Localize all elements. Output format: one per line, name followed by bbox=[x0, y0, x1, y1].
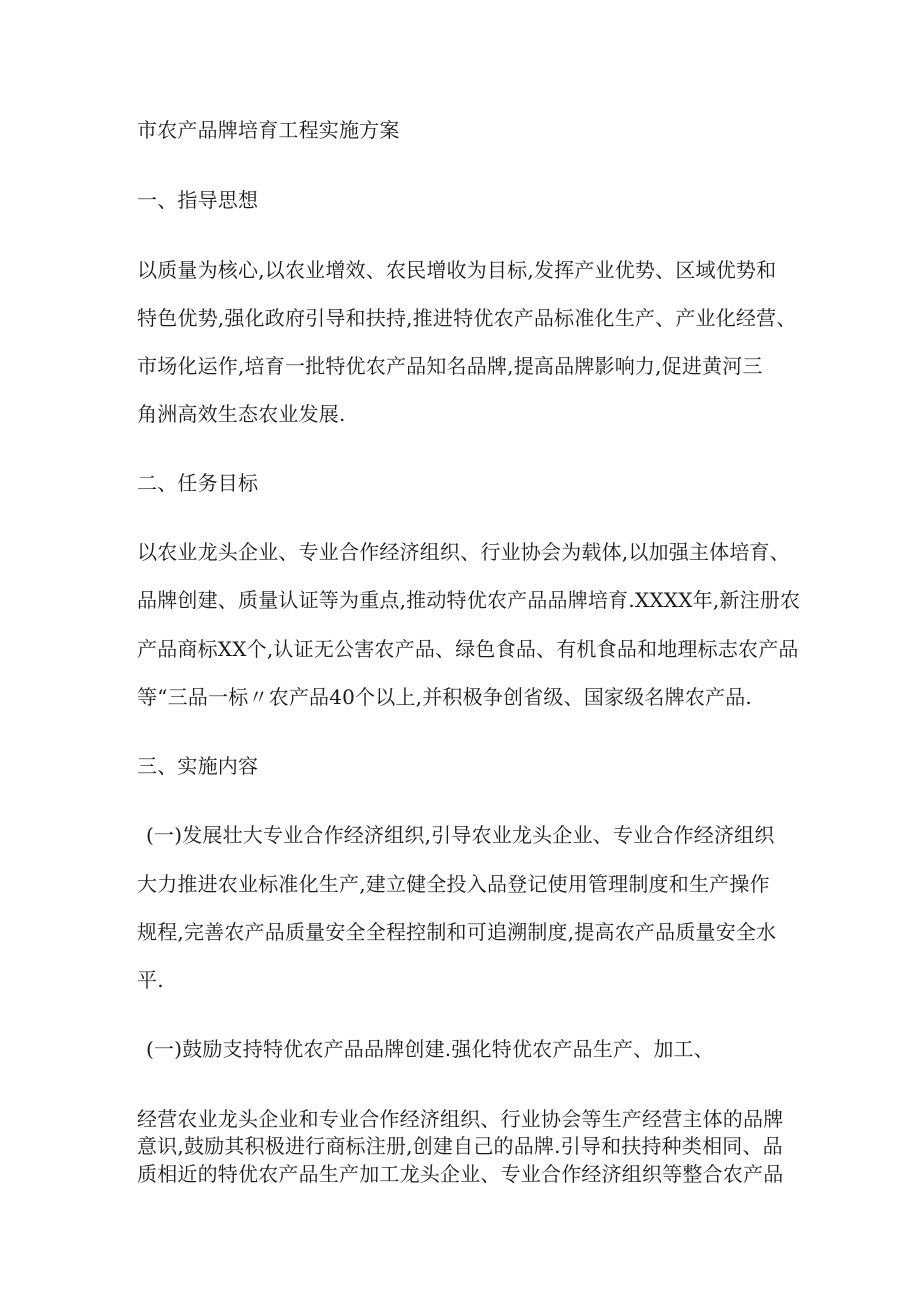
paragraph-line: 质相近的特优农产品生产加工龙头企业、专业合作经济组织等整合农产品 bbox=[137, 1162, 784, 1186]
paragraph-line: 市场化运作,培育一批特优农产品知名品牌,提高品牌影响力,促进黄河三 bbox=[137, 354, 763, 378]
paragraph-line: 平. bbox=[137, 968, 164, 992]
document-title: 市农产品牌培育工程实施方案 bbox=[137, 118, 400, 142]
paragraph-line: 品牌创建、质量认证等为重点,推动特优农产品品牌培育.XXXX年,新注册农 bbox=[137, 588, 801, 612]
paragraph-line: 经营农业龙头企业和专业合作经济组织、行业协会等生产经营主体的品牌 bbox=[137, 1107, 784, 1131]
paragraph-line: (一)鼓励支持特优农产品品牌创建.强化特优农产品生产、加工、 bbox=[146, 1037, 714, 1061]
section-heading-task-goals: 二、任务目标 bbox=[137, 471, 259, 495]
paragraph-line: 规程,完善农产品质量安全全程控制和可追溯制度,提高农产品质量安全水 bbox=[137, 920, 777, 944]
paragraph-line: 等“三品一标〃农产品40个以上,并积极争创省级、国家级名牌农产品. bbox=[137, 685, 752, 709]
paragraph-line: 大力推进农业标准化生产,建立健全投入品登记使用管理制度和生产操作 bbox=[137, 872, 770, 896]
paragraph-line: 以农业龙头企业、专业合作经济组织、行业协会为载体,以加强主体培育、 bbox=[137, 540, 790, 564]
paragraph-line: 特色优势,强化政府引导和扶持,推进特优农产品标准化生产、产业化经营、 bbox=[137, 306, 797, 330]
section-heading-implementation: 三、实施内容 bbox=[137, 754, 259, 778]
paragraph-line: 以质量为核心,以农业增效、农民增收为目标,发挥产业优势、区域优势和 bbox=[137, 258, 777, 282]
paragraph-line: 意识,鼓励其积极进行商标注册,创建自己的品牌.引导和扶持种类相同、品 bbox=[137, 1134, 783, 1158]
paragraph-line: 产品商标XX个,认证无公害农产品、绿色食品、有机食品和地理标志农产品 bbox=[137, 637, 799, 661]
paragraph-line: 角洲高效生态农业发展. bbox=[137, 402, 346, 426]
section-heading-guiding-thought: 一、指导思想 bbox=[137, 188, 259, 212]
paragraph-line: (一)发展壮大专业合作经济组织,引导农业龙头企业、专业合作经济组织 bbox=[146, 823, 775, 847]
